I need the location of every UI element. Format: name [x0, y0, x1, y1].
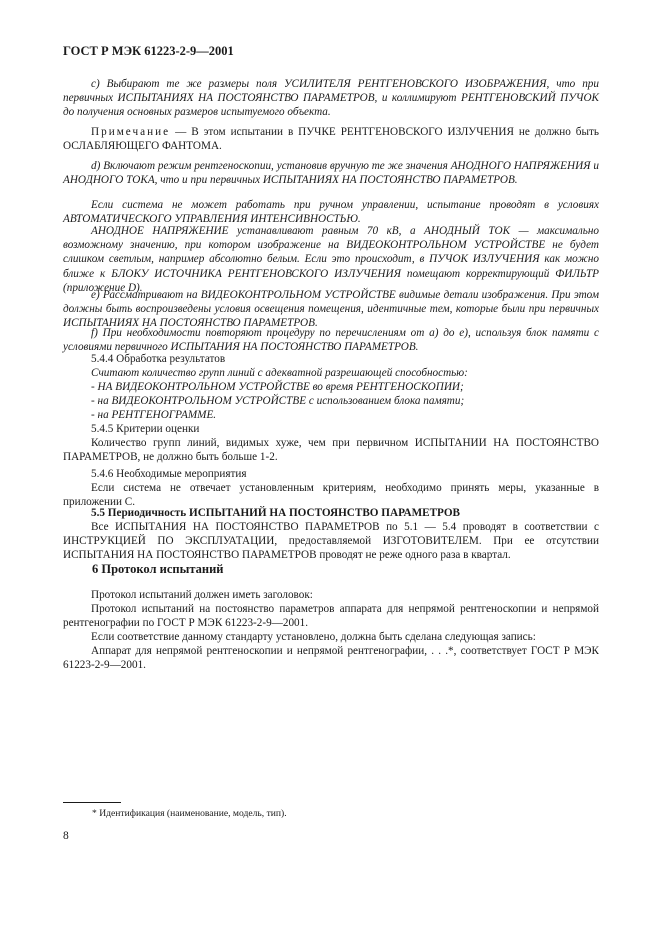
note	[63, 125, 599, 153]
paragraph-e: e) Рассматривают на ВИДЕОКОНТРОЛЬНОМ УСТРОЙСТВЕ видимые детали изображения. При этом должны быть воспроизведены условия освещения помещения, идентичные тем, которые были при первичных ИСПЫТАНИЯХ НА ПОСТОЯНСТВО ПАРАМЕТРОВ.	[63, 289, 599, 330]
page-number: 8	[63, 830, 69, 842]
paragraph-c: c) Выбирают те же размеры поля УСИЛИТЕЛЯ РЕНТГЕНОВСКОГО ИЗОБРАЖЕНИЯ, что при первичных ИСПЫТАНИЯХ НА ПОСТОЯНСТВО ПАРАМЕТРОВ, и коллимируют РЕНТГЕНОВСКИЙ ПУЧОК до получения основных размеров испытуемого объекта.	[63, 78, 599, 119]
section-5-4-4-heading: 5.4.4 Обработка результатов	[91, 353, 226, 365]
paragraph-5-4-6: Если система не отвечает установленным критериям, необходимо принять меры, указанные в приложении С.	[63, 482, 599, 509]
section-6-heading: 6 Протокол испытаний	[92, 562, 224, 576]
paragraph-f: f) При необходимости повторяют процедуру по перечислениям от а) до е), используя блок памяти с условиями первичного ИСПЫТАНИЯ НА ПОСТОЯНСТВО ПАРАМЕТРОВ.	[63, 327, 599, 354]
paragraph-automatic-control: Если система не может работать при ручном управлении, испытание проводят в условиях АВТОМАТИЧЕСКОГО УПРАВЛЕНИЯ ИНТЕНСИВНОСТЬЮ.	[63, 199, 599, 226]
list-item: - на РЕНТГЕНОГРАММЕ.	[91, 409, 217, 421]
paragraph-anode-voltage: АНОДНОЕ НАПРЯЖЕНИЕ устанавливают равным 70 кВ, а АНОДНЫЙ ТОК — максимально возможному значению, при котором изображение на ВИДЕОКОНТРОЛЬНОМ УСТРОЙСТВЕ не будет слишком светлым, например абсолютно белым. Если это происходит, в ПУЧОК ИЗЛУЧЕНИЯ как можно ближе к БЛОКУ ИСТОЧНИКА РЕНТГЕНОВСКОГО ИЗЛУЧЕНИЯ помещают корректирующий ФИЛЬТР (приложение D).	[63, 225, 599, 294]
count-intro: Считают количество групп линий с адекватной разрешающей способностью:	[91, 367, 468, 379]
document-header: ГОСТ Р МЭК 61223-2-9—2001	[63, 44, 234, 58]
note-text: — В этом испытании в ПУЧКЕ РЕНТГЕНОВСКОГО ИЗЛУЧЕНИЯ не должно быть ОСЛАБЛЯЮЩЕГО ФАНТОМА.	[63, 126, 599, 153]
paragraph-6-record: Если соответствие данному стандарту установлено, должна быть сделана следующая запись:	[91, 631, 536, 643]
paragraph-6-title: Протокол испытаний должен иметь заголовок:	[91, 589, 313, 601]
footnote: * Идентификация (наименование, модель, тип).	[92, 808, 287, 819]
paragraph-5-4-5: Количество групп линий, видимых хуже, чем при первичном ИСПЫТАНИИ НА ПОСТОЯНСТВО ПАРАМЕТРОВ, не должно быть больше 1-2.	[63, 437, 599, 464]
section-5-5-heading: 5.5 Периодичность ИСПЫТАНИЙ НА ПОСТОЯНСТВО ПАРАМЕТРОВ	[91, 507, 460, 519]
footnote-separator	[63, 802, 121, 803]
paragraph-6-statement: Аппарат для непрямой рентгеноскопии и непрямой рентгенографии, . . .*, соответствует ГОСТ Р МЭК 61223-2-9—2001.	[63, 645, 599, 672]
paragraph-6-protocol: Протокол испытаний на постоянство параметров аппарата для непрямой рентгеноскопии и непрямой рентгенографии по ГОСТ Р МЭК 61223-2-9—2001.	[63, 603, 599, 630]
list-item: - НА ВИДЕОКОНТРОЛЬНОМ УСТРОЙСТВЕ во время РЕНТГЕНОСКОПИИ;	[91, 381, 464, 393]
section-5-4-6-heading: 5.4.6 Необходимые мероприятия	[91, 468, 247, 480]
paragraph-d: d) Включают режим рентгеноскопии, установив вручную те же значения АНОДНОГО НАПРЯЖЕНИЯ и АНОДНОГО ТОКА, что и при первичных ИСПЫТАНИЯХ НА ПОСТОЯНСТВО ПАРАМЕТРОВ.	[63, 160, 599, 187]
list-item: - на ВИДЕОКОНТРОЛЬНОМ УСТРОЙСТВЕ с использованием блока памяти;	[91, 395, 465, 407]
note-label: Примечание	[91, 126, 171, 138]
paragraph-5-5: Все ИСПЫТАНИЯ НА ПОСТОЯНСТВО ПАРАМЕТРОВ по 5.1 — 5.4 проводят в соответствии с ИНСТРУКЦИЕЙ ПО ЭКСПЛУАТАЦИИ, предоставляемой ИЗГОТОВИТЕЛЕМ. При ее отсутствии ИСПЫТАНИЯ НА ПОСТОЯНСТВО ПАРАМЕТРОВ проводят не реже одного раза в квартал.	[63, 521, 599, 562]
section-5-4-5-heading: 5.4.5 Критерии оценки	[91, 423, 200, 435]
